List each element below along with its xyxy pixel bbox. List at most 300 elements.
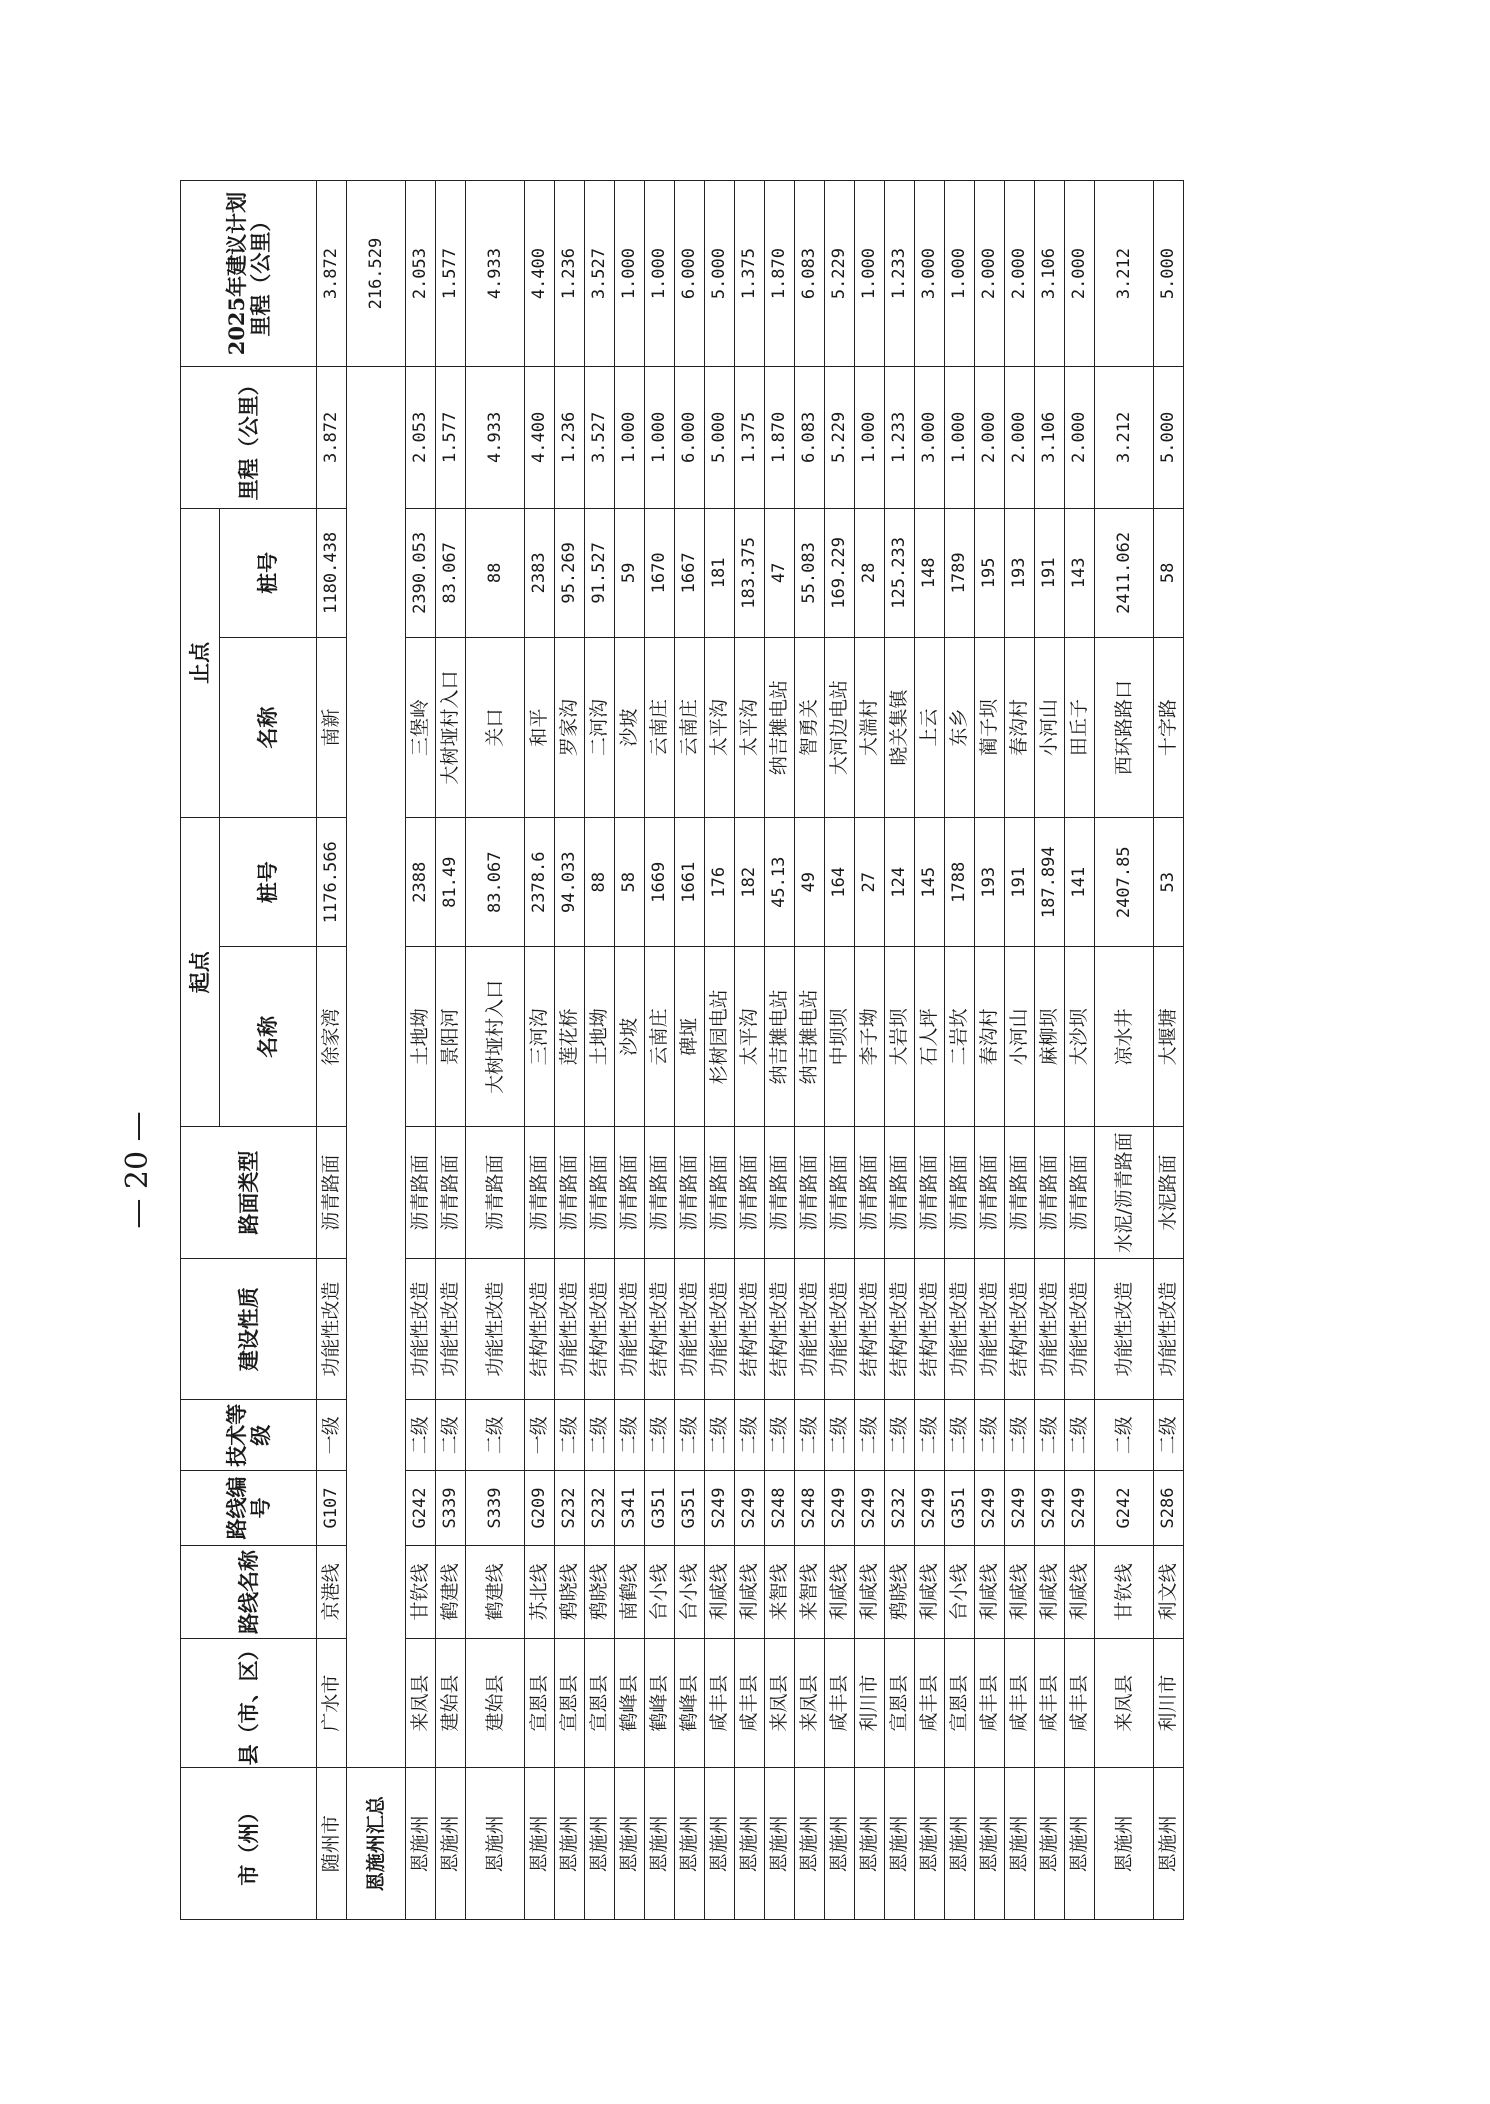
table-cell: 二岩坎 [945,947,975,1127]
table-cell: 二河沟 [585,638,615,818]
table-cell: 83.067 [436,508,466,637]
table-cell: S248 [765,1471,795,1546]
table-cell: S249 [1065,1471,1095,1546]
table-cell: 田丘子 [1065,638,1095,818]
table-cell: 土地坳 [406,947,436,1127]
table-cell: 纳吉摊电站 [795,947,825,1127]
table-cell: 1.000 [645,181,675,367]
table-cell: 1.000 [855,367,885,509]
table-cell: 沥青路面 [675,1127,705,1258]
table-cell: 45.13 [765,818,795,947]
table-cell: 1.000 [855,181,885,367]
header-plan: 2025年建议计划里程（公里） [181,181,317,367]
table-cell: 181 [705,508,735,637]
table-cell: 利咸线 [1005,1545,1035,1638]
table-cell: 晓关集镇 [885,638,915,818]
table-cell: 2378.6 [525,818,555,947]
table-cell: S232 [885,1471,915,1546]
table-cell: 甘钦线 [1095,1545,1154,1638]
table-cell: G351 [645,1471,675,1546]
table-row [825,181,855,1920]
table-cell: 功能性改造 [975,1258,1005,1400]
table-row [555,181,585,1920]
table-cell: 利咸线 [1035,1545,1065,1638]
table-cell: 28 [855,508,885,637]
table-cell: 一级 [317,1400,347,1471]
table-cell: 53 [1154,818,1184,947]
table-cell: 二级 [466,1400,525,1471]
table-cell: 二级 [555,1400,585,1471]
table-cell: 沥青路面 [645,1127,675,1258]
table-cell: 功能性改造 [705,1258,735,1400]
table-cell: 58 [615,818,645,947]
table-cell: 利川市 [1154,1638,1184,1767]
table-cell: 来凤县 [765,1638,795,1767]
table-row [466,181,525,1920]
table-cell: 宣恩县 [945,1638,975,1767]
table-cell: 55.083 [795,508,825,637]
table-cell: 183.375 [735,508,765,637]
table-cell: 6.083 [795,181,825,367]
table-cell: 2390.053 [406,508,436,637]
header-end-name: 名称 [220,638,317,818]
table-cell: 结构性改造 [645,1258,675,1400]
table-cell: 咸丰县 [1035,1638,1065,1767]
table-cell: 恩施州 [406,1768,436,1920]
table-cell: 4.400 [525,181,555,367]
table-cell: 来智线 [795,1545,825,1638]
table-cell: 结构性改造 [765,1258,795,1400]
table-cell: 沥青路面 [1035,1127,1065,1258]
table-cell: 1.233 [885,367,915,509]
table-cell: 来凤县 [406,1638,436,1767]
table-cell: 2.053 [406,181,436,367]
table-cell: 5.229 [825,367,855,509]
table-cell: 恩施州 [825,1768,855,1920]
table-cell: 193 [975,818,1005,947]
table-cell: 三堡岭 [406,638,436,818]
table-cell: 1789 [945,508,975,637]
table-cell: 二级 [615,1400,645,1471]
table-cell: 功能性改造 [675,1258,705,1400]
table-cell: 1.000 [615,367,645,509]
table-cell: 广水市 [317,1638,347,1767]
table-cell: 土地坳 [585,947,615,1127]
table-cell: 二级 [1095,1400,1154,1471]
table-cell: 鹤建线 [436,1545,466,1638]
table-cell: 太平沟 [735,947,765,1127]
table-cell: 结构性改造 [885,1258,915,1400]
header-end: 止点 [181,508,220,817]
table-cell: 恩施州 [466,1768,525,1920]
table-cell: 杉树园电站 [705,947,735,1127]
table-cell: 二级 [705,1400,735,1471]
table-cell: 5.000 [1154,181,1184,367]
table-cell: 5.229 [825,181,855,367]
table-cell: 1180.438 [317,508,347,637]
table-cell: 2.000 [1065,181,1095,367]
table-cell: 3.527 [585,367,615,509]
table-cell: 大堰塘 [1154,947,1184,1127]
table-cell: 恩施州 [525,1768,555,1920]
table-cell: 恩施州 [555,1768,585,1920]
table-cell: 49 [795,818,825,947]
table-cell: 1176.566 [317,818,347,947]
table-cell: 小河山 [1005,947,1035,1127]
table-cell: 东乡 [945,638,975,818]
table-cell: 功能性改造 [1035,1258,1065,1400]
header-end-stake: 桩号 [220,508,317,637]
table-cell: 1.870 [765,181,795,367]
table-cell: 3.212 [1095,367,1154,509]
header-start: 起点 [181,818,220,1127]
table-cell: S249 [855,1471,885,1546]
table-row [735,181,765,1920]
table-row [945,181,975,1920]
table-cell: 二级 [406,1400,436,1471]
table-cell: 咸丰县 [975,1638,1005,1767]
table-row [915,181,945,1920]
table-row [645,181,675,1920]
table-cell: 83.067 [466,818,525,947]
table-cell: 建始县 [436,1638,466,1767]
table-cell: 恩施州 [1095,1768,1154,1920]
table-cell: 利川市 [855,1638,885,1767]
table-cell: S249 [1005,1471,1035,1546]
table-cell: 咸丰县 [735,1638,765,1767]
table-cell: 沙坡 [615,947,645,1127]
table-wrapper [180,180,1285,1920]
table-cell: S341 [615,1471,645,1546]
table-cell: G351 [675,1471,705,1546]
table-cell: 6.083 [795,367,825,509]
table-cell: S339 [466,1471,525,1546]
table-cell: S248 [795,1471,825,1546]
table-body [317,181,1184,1920]
table-cell: 宣恩县 [555,1638,585,1767]
table-cell: 利咸线 [705,1545,735,1638]
table-cell: 鹤峰县 [615,1638,645,1767]
table-cell: G209 [525,1471,555,1546]
table-cell: 台小线 [945,1545,975,1638]
table-cell: S249 [915,1471,945,1546]
table-cell: 西环路路口 [1095,638,1154,818]
table-cell: 太平沟 [705,638,735,818]
table-cell: 148 [915,508,945,637]
table-cell: 3.212 [1095,181,1154,367]
table-cell: 大河边电站 [825,638,855,818]
table-cell: 3.106 [1035,181,1065,367]
table-cell: 沥青路面 [1065,1127,1095,1258]
table-cell: 88 [466,508,525,637]
table-cell: 功能性改造 [317,1258,347,1400]
table-cell: 利咸线 [735,1545,765,1638]
table-row [855,181,885,1920]
table-cell: 景阳河 [436,947,466,1127]
table-cell: 1.233 [885,181,915,367]
table-cell: 1.577 [436,181,466,367]
table-cell: 宣恩县 [885,1638,915,1767]
table-cell: 216.529 [347,181,406,367]
table-cell: 恩施州 [585,1768,615,1920]
table-cell: 咸丰县 [705,1638,735,1767]
table-cell: 结构性改造 [735,1258,765,1400]
table-cell: 咸丰县 [1005,1638,1035,1767]
header-county: 县（市、区） [181,1638,317,1767]
table-cell: 沥青路面 [406,1127,436,1258]
table-cell: 利咸线 [855,1545,885,1638]
table-cell: 功能性改造 [406,1258,436,1400]
rotated-page [180,180,1285,1920]
table-cell: S249 [735,1471,765,1546]
table-cell: 1.577 [436,367,466,509]
table-cell: 恩施州 [705,1768,735,1920]
table-cell: 上云 [915,638,945,818]
table-cell: 94.033 [555,818,585,947]
table-cell: 1.000 [945,181,975,367]
table-cell: 2388 [406,818,436,947]
table-cell: 二级 [1065,1400,1095,1471]
table-cell: 云南庄 [645,947,675,1127]
table-cell: 4.400 [525,367,555,509]
table-cell: 恩施州 [855,1768,885,1920]
table-row [705,181,735,1920]
table-cell: 结构性改造 [855,1258,885,1400]
table-cell: 沥青路面 [615,1127,645,1258]
table-cell: 功能性改造 [1095,1258,1154,1400]
table-cell: 三河沟 [525,947,555,1127]
table-cell: 191 [1035,508,1065,637]
table-cell: 结构性改造 [1005,1258,1035,1400]
table-row [1035,181,1065,1920]
table-cell: 1.000 [645,367,675,509]
table-cell: 咸丰县 [915,1638,945,1767]
table-cell: 二级 [735,1400,765,1471]
table-cell: 恩施州 [675,1768,705,1920]
table-cell: 88 [585,818,615,947]
table-cell: 京港线 [317,1545,347,1638]
table-cell: 功能性改造 [555,1258,585,1400]
table-cell: 124 [885,818,915,947]
table-cell: 二级 [585,1400,615,1471]
table-cell: G242 [1095,1471,1154,1546]
table-cell: 5.000 [705,181,735,367]
table-cell: 沥青路面 [975,1127,1005,1258]
table-cell: 195 [975,508,1005,637]
table-row [885,181,915,1920]
table-cell: 1667 [675,508,705,637]
table-cell: 随州市 [317,1768,347,1920]
table-cell: 苏北线 [525,1545,555,1638]
table-cell: 沥青路面 [945,1127,975,1258]
table-cell: 5.000 [1154,367,1184,509]
table-cell: 1669 [645,818,675,947]
header-mileage: 里程（公里） [181,367,317,509]
table-cell: 3.000 [915,367,945,509]
table-cell: S232 [585,1471,615,1546]
table-cell: 麻柳坝 [1035,947,1065,1127]
table-cell: 凉水井 [1095,947,1154,1127]
table-cell: 水泥路面 [1154,1127,1184,1258]
table-row [1154,181,1184,1920]
table-cell: 191 [1005,818,1035,947]
table-cell: 2411.062 [1095,508,1154,637]
table-cell: G242 [406,1471,436,1546]
table-cell: 石人坪 [915,947,945,1127]
table-cell: 1.236 [555,181,585,367]
table-row [436,181,466,1920]
table-cell: 二级 [1035,1400,1065,1471]
table-row [347,181,406,1920]
table-row [1095,181,1154,1920]
table-cell: 恩施州 [975,1768,1005,1920]
table-cell: 沥青路面 [705,1127,735,1258]
table-cell: 4.933 [466,367,525,509]
table-cell: 宣恩县 [585,1638,615,1767]
table-cell: S249 [975,1471,1005,1546]
table-cell: 恩施州 [615,1768,645,1920]
table-cell: 关口 [466,638,525,818]
header-route-code: 路线编号 [181,1471,317,1546]
table-cell: 恩施州 [1035,1768,1065,1920]
table-row [1065,181,1095,1920]
table-cell: 大树垭村入口 [466,947,525,1127]
table-row [675,181,705,1920]
table-cell: 176 [705,818,735,947]
table-cell: G351 [945,1471,975,1546]
table-cell: 和平 [525,638,555,818]
table-cell: 91.527 [585,508,615,637]
table-cell: 二级 [1154,1400,1184,1471]
header-surface: 路面类型 [181,1127,317,1258]
table-cell: 来凤县 [1095,1638,1154,1767]
table-cell: 47 [765,508,795,637]
table-cell: 纳吉摊电站 [765,947,795,1127]
table-cell: 水泥/沥青路面 [1095,1127,1154,1258]
table-cell: 2.053 [406,367,436,509]
table-row [975,181,1005,1920]
table-cell: 春沟村 [975,947,1005,1127]
table-cell: 沥青路面 [525,1127,555,1258]
table-cell: 李子坳 [855,947,885,1127]
table-row [585,181,615,1920]
table-cell: 利文线 [1154,1545,1184,1638]
table-cell: 4.933 [466,181,525,367]
table-cell: 恩施州 [1065,1768,1095,1920]
table-cell: 鸦晓线 [885,1545,915,1638]
table-cell: 6.000 [675,367,705,509]
table-cell: 恩施州 [436,1768,466,1920]
table-cell: 沥青路面 [735,1127,765,1258]
table-cell: 恩施州 [885,1768,915,1920]
table-cell: 功能性改造 [615,1258,645,1400]
table-cell: 3.527 [585,181,615,367]
table-cell: 结构性改造 [915,1258,945,1400]
table-cell: 春沟村 [1005,638,1035,818]
table-cell: 182 [735,818,765,947]
table-cell: 利咸线 [975,1545,1005,1638]
table-cell: 2.000 [975,367,1005,509]
table-cell: 功能性改造 [825,1258,855,1400]
table-cell: 恩施州 [765,1768,795,1920]
road-plan-table [180,180,1184,1920]
table-cell: 145 [915,818,945,947]
table-cell: 2407.85 [1095,818,1154,947]
table-cell: 鹤建线 [466,1545,525,1638]
table-row [795,181,825,1920]
table-cell: 141 [1065,818,1095,947]
table-cell: 沥青路面 [765,1127,795,1258]
table-cell: 鸦晓线 [585,1545,615,1638]
table-cell: 沥青路面 [585,1127,615,1258]
table-cell: 恩施州 [945,1768,975,1920]
table-cell: 二级 [675,1400,705,1471]
table-cell: 沥青路面 [795,1127,825,1258]
table-cell: 二级 [885,1400,915,1471]
table-cell: 蔺子坝 [975,638,1005,818]
table-cell: 恩施州汇总 [347,1768,406,1920]
table-cell: 1.375 [735,181,765,367]
table-cell: 宣恩县 [525,1638,555,1767]
table-cell: S339 [436,1471,466,1546]
table-cell: 59 [615,508,645,637]
table-cell: 沥青路面 [1005,1127,1035,1258]
table-cell: 功能性改造 [436,1258,466,1400]
table-cell: 恩施州 [1154,1768,1184,1920]
table-cell: 鸦晓线 [555,1545,585,1638]
table-cell: 沥青路面 [825,1127,855,1258]
table-cell: 5.000 [705,367,735,509]
table-row [615,181,645,1920]
table-cell: 187.894 [1035,818,1065,947]
header-start-stake: 桩号 [220,818,317,947]
table-cell: 功能性改造 [1065,1258,1095,1400]
table-cell: S249 [705,1471,735,1546]
table-cell: 太平沟 [735,638,765,818]
table-cell: 1788 [945,818,975,947]
table-cell: 143 [1065,508,1095,637]
table-row [317,181,347,1920]
table-cell: 沥青路面 [885,1127,915,1258]
table-cell: 沥青路面 [436,1127,466,1258]
table-cell: 建始县 [466,1638,525,1767]
table-cell: 徐家湾 [317,947,347,1127]
table-row [525,181,555,1920]
table-cell: 二级 [765,1400,795,1471]
table-cell: 莲花桥 [555,947,585,1127]
header-start-name: 名称 [220,947,317,1127]
table-cell: 二级 [645,1400,675,1471]
table-cell: 碑垭 [675,947,705,1127]
table-cell: 二级 [975,1400,1005,1471]
table-cell: 169.229 [825,508,855,637]
header-construction: 建设性质 [181,1258,317,1400]
table-cell: 164 [825,818,855,947]
table-cell: 恩施州 [1005,1768,1035,1920]
table-cell: 大湍村 [855,638,885,818]
table-cell: 功能性改造 [1154,1258,1184,1400]
table-cell: 南鹤线 [615,1545,645,1638]
table-row [765,181,795,1920]
table-cell: 来凤县 [795,1638,825,1767]
table-cell: 恩施州 [645,1768,675,1920]
table-cell: 沥青路面 [915,1127,945,1258]
table-cell: 鹤峰县 [645,1638,675,1767]
table-cell: 智勇关 [795,638,825,818]
table-cell: 利咸线 [915,1545,945,1638]
table-cell: 甘钦线 [406,1545,436,1638]
table-cell: 沥青路面 [555,1127,585,1258]
